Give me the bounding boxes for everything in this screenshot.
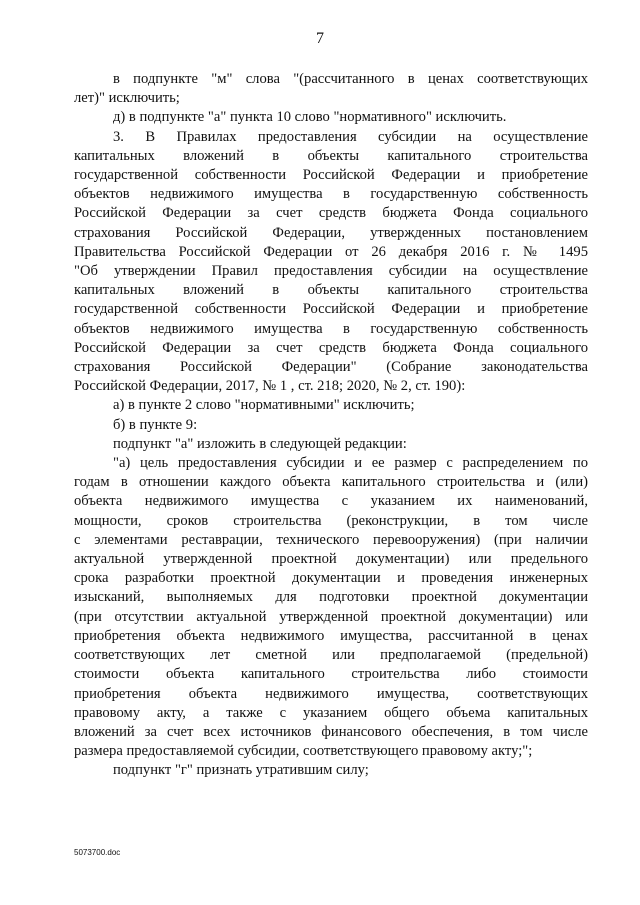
text-line: изысканий, выполняемых для подготовки проектной документации <box>74 589 588 606</box>
text-line: страхования Российской Федерации, утвержденных постановлением <box>74 224 588 241</box>
text-line: актуальной утвержденной проектной документации) или предельного <box>74 551 588 568</box>
paragraph <box>74 761 588 780</box>
text-line: Российской Федерации, 2017, № 1 , ст. 218; 2020, № 2, ст. 190): <box>74 378 466 395</box>
text-line: размера предоставляемой субсидии, соответствующего правовому акту;"; <box>74 743 533 760</box>
text-line: (при отсутствии актуальной утвержденной проектной документации) или <box>74 608 588 625</box>
paragraph <box>74 454 588 761</box>
text-line: стоимости объекта капитального строительства либо стоимости <box>74 666 588 683</box>
paragraph <box>74 70 588 108</box>
text-line: в подпункте "м" слова "(рассчитанного в ценах соответствующих <box>113 71 588 87</box>
text-line: капитальных вложений в объекты капитального строительства <box>74 282 588 299</box>
text-line: лет)" исключить; <box>74 90 180 107</box>
document-body <box>74 70 588 781</box>
paragraph <box>74 396 588 415</box>
text-line: б) в пункте 9: <box>113 416 198 433</box>
text-line: приобретения объекта недвижимого имущества, рассчитанной в ценах <box>74 627 588 644</box>
text-line: подпункт "г" признать утратившим силу; <box>113 762 369 779</box>
document-footer: 5073700.doc <box>74 848 121 857</box>
paragraph <box>74 416 588 435</box>
text-line: капитальных вложений в объекты капитального строительства <box>74 147 588 164</box>
text-line: правовому акту, а также с указанием общего объема капитальных <box>74 704 588 721</box>
text-line: страхования Российской Федерации" (Собрание законодательства <box>74 359 588 376</box>
text-line: государственной собственности Российской Федерации и приобретение <box>74 301 588 318</box>
text-line: а) в пункте 2 слово "нормативными" исключить; <box>113 397 415 414</box>
paragraph <box>74 128 588 397</box>
text-line: подпункт "а" изложить в следующей редакции: <box>113 435 407 452</box>
page-number: 7 <box>316 30 324 47</box>
text-line: срока разработки проектной документации и проведения инженерных <box>74 570 588 587</box>
text-line: Российской Федерации за счет средств бюджета Фонда социального <box>74 339 588 356</box>
text-line: вложений за счет всех источников финансового обеспечения, в том числе <box>74 723 588 740</box>
text-line: объектов недвижимого имущества в государственную собственность <box>74 320 588 337</box>
text-line: соответствующих лет сметной или предполагаемой (предельной) <box>74 647 588 664</box>
paragraph <box>74 435 588 454</box>
text-line: мощности, сроков строительства (реконструкции, в том числе <box>74 512 588 529</box>
text-line: приобретения объекта недвижимого имущества, соответствующих <box>74 685 588 702</box>
text-line: "а) цель предоставления субсидии и ее размер с распределением по <box>113 455 588 472</box>
text-line: объекта недвижимого имущества с указанием их наименований, <box>74 493 588 510</box>
text-line: государственной собственности Российской Федерации и приобретение <box>74 167 588 184</box>
text-line: годам в отношении каждого объекта капитального строительства и (или) <box>74 474 588 491</box>
text-line: с элементами реставрации, технического перевооружения) (при наличии <box>74 531 588 548</box>
paragraph <box>74 108 588 127</box>
text-line: Российской Федерации за счет средств бюджета Фонда социального <box>74 205 588 222</box>
text-line: Правительства Российской Федерации от 26 декабря 2016 г. № 1495 <box>74 243 588 260</box>
text-line: д) в подпункте "а" пункта 10 слово "нормативного" исключить. <box>113 109 507 126</box>
text-line: объектов недвижимого имущества в государственную собственность <box>74 186 588 203</box>
text-line: 3. В Правилах предоставления субсидии на осуществление <box>113 128 588 145</box>
text-line: "Об утверждении Правил предоставления субсидии на осуществление <box>74 263 588 280</box>
